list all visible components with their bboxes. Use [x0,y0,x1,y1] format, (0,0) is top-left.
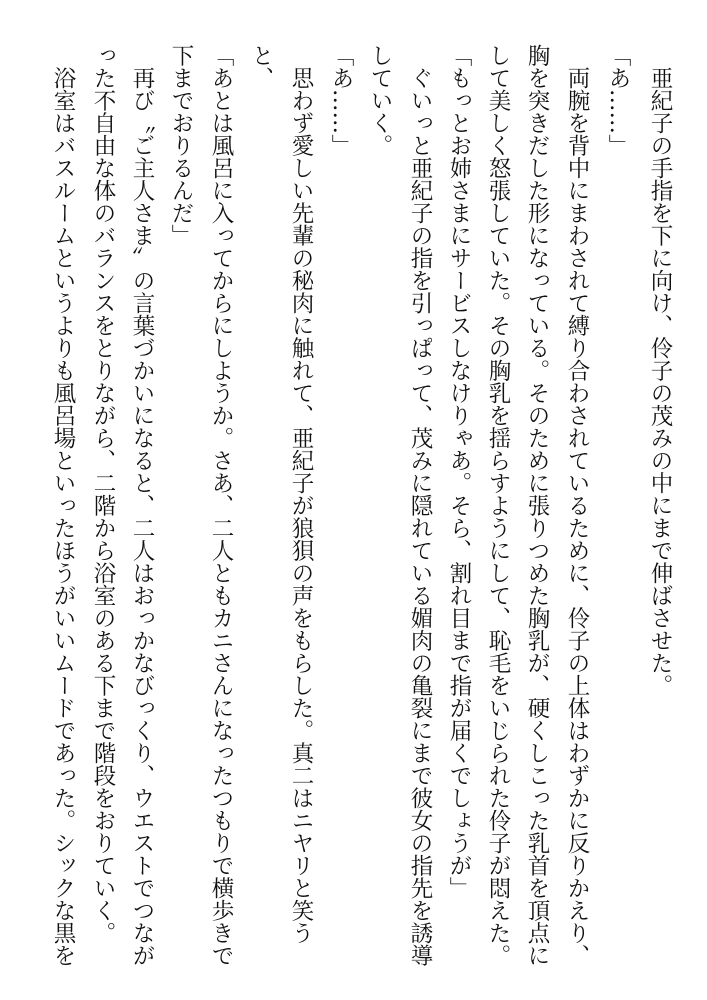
text-line-1: 亜紀子の手指を下に向け、伶子の茂みの中にまで伸ばさせた。 [647,44,673,697]
text-line-6: 「もっとお姉さまにサービスしなけりゃあ。そら、割れ目まで指が届くでしょうが」 [446,44,472,899]
text-line-11: と、 [248,44,274,89]
text-line-10: 思わず愛しい先輩の秘肉に触れて、亜紀子が狼狽の声をもらした。真二はニヤリと笑う [288,44,314,944]
text-line-4: 胸を突きだした形になっている。そのために張りつめた胸乳が、硬くしこった乳首を頂点に [524,44,550,967]
text-line-9: 「あ……」 [328,44,354,157]
text-line-14: 再び〝ご主人さま〟の言葉づかいになると、二人はおっかなびっくり、ウエストでつなが [129,44,155,967]
text-line-5: して美しく怒張していた。その胸乳を揺らすようにして、恥毛をいじられた伶子が悶えた。 [485,44,511,967]
text-line-8: していく。 [367,44,393,157]
text-line-15: った不自由な体のバランスをとりながら、二階から浴室のある下まで階段をおりていく。 [90,44,116,944]
text-line-2: 「あ……」 [605,44,631,157]
text-line-7: ぐいっと亜紀子の指を引っぱって、茂みに隠れている媚肉の亀裂にまで彼女の指先を誘導 [407,44,433,967]
text-line-16: 浴室はバスルームというよりも風呂場といったほうがいいムードであった。シックな黒を [50,44,76,967]
text-line-12: 「あとは風呂に入ってからにしようか。さあ、二人ともカニさんになったつもりで横歩きで [208,44,234,967]
text-line-3: 両腕を背中にまわされて縛り合わされているために、伶子の上体はわずかに反りかえり、 [564,44,590,967]
text-line-13: 下までおりるんだ」 [168,44,194,247]
